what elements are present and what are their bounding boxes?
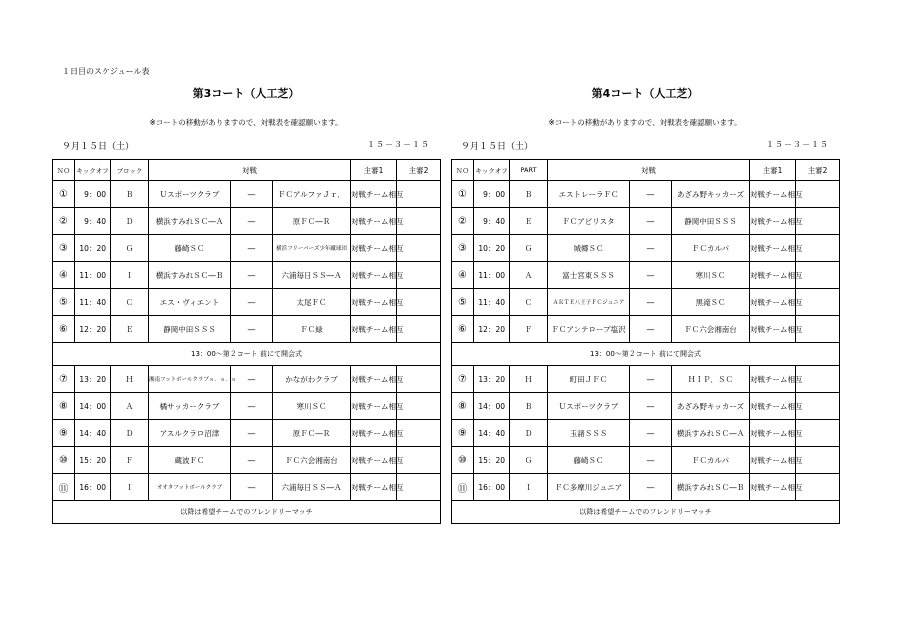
friendly-match-note — [53, 501, 441, 524]
team-home: 湘南フットボールクラブｓ．ｓ．ｓ — [149, 366, 231, 393]
team-home: ＦＣアンテロープ塩沢 — [548, 316, 630, 343]
table-row — [53, 289, 441, 316]
table-row — [53, 393, 441, 420]
block-label: Ｄ — [510, 420, 548, 447]
match-number: ④ — [452, 262, 474, 289]
referee-assignment: 対戦チーム相互 — [351, 316, 397, 343]
versus-dash: ― — [231, 366, 273, 393]
table-row — [452, 447, 840, 474]
team-home: オオタフットボールクラブ — [149, 474, 231, 501]
versus-dash: ― — [630, 474, 672, 501]
match-number: ⑩ — [452, 447, 474, 474]
referee-assignment: 対戦チーム相互 — [351, 420, 397, 447]
header-referee-2: 主審2 — [397, 160, 441, 181]
versus-dash: ― — [231, 447, 273, 474]
team-home: 横浜すみれＳＣ―Ａ — [149, 208, 231, 235]
block-label: Ａ — [111, 393, 149, 420]
header-match: 対戦 — [149, 160, 351, 181]
team-away: ＨＩＰ．ＳＣ — [672, 366, 750, 393]
kickoff-time: 16：00 — [474, 474, 510, 501]
referee-assignment: 対戦チーム相互 — [351, 181, 397, 208]
match-number: ⑪ — [53, 474, 75, 501]
team-away: 黒滝ＳＣ — [672, 289, 750, 316]
header-no: ＮＯ — [452, 160, 474, 181]
referee-assignment: 対戦チーム相互 — [351, 289, 397, 316]
team-home: ＡＲＴＥ八王子ＦＣジュニア — [548, 289, 630, 316]
block-label: Ｄ — [111, 208, 149, 235]
team-away: ＦＣ緑 — [273, 316, 351, 343]
table-row — [53, 235, 441, 262]
header-referee-1: 主審1 — [351, 160, 397, 181]
team-away: 静岡中田ＳＳＳ — [672, 208, 750, 235]
match-number: ⑩ — [53, 447, 75, 474]
court-4-schedule — [451, 86, 839, 524]
header-referee-2: 主審2 — [796, 160, 840, 181]
table-row — [452, 474, 840, 501]
match-number: ② — [53, 208, 75, 235]
header-no: ＮＯ — [53, 160, 75, 181]
opening-ceremony-note-text: 13：00～第２コート 前にて開会式 — [53, 343, 441, 366]
table-header-row — [53, 160, 441, 181]
block-label: Ｂ — [510, 393, 548, 420]
referee-assignment: 対戦チーム相互 — [750, 262, 796, 289]
block-label: Ｈ — [111, 366, 149, 393]
kickoff-time: 9：40 — [474, 208, 510, 235]
versus-dash: ― — [630, 366, 672, 393]
team-home: 城郷ＳＣ — [548, 235, 630, 262]
referee-assignment: 対戦チーム相互 — [750, 181, 796, 208]
table-row — [53, 447, 441, 474]
kickoff-time: 9：00 — [75, 181, 111, 208]
team-away: ＦＣ六会湘南台 — [273, 447, 351, 474]
block-label: Ｆ — [510, 316, 548, 343]
match-number: ⑪ — [452, 474, 474, 501]
match-date: ９月１５日（土） — [461, 142, 534, 152]
table-row — [452, 208, 840, 235]
versus-dash: ― — [630, 393, 672, 420]
block-label: Ｄ — [111, 420, 149, 447]
referee-assignment: 対戦チーム相互 — [750, 420, 796, 447]
court-title: 第3コート（人工芝） — [192, 87, 300, 100]
referee-assignment: 対戦チーム相互 — [750, 208, 796, 235]
match-number: ⑦ — [452, 366, 474, 393]
team-home: Ｕスポーツクラブ — [548, 393, 630, 420]
versus-dash: ― — [231, 420, 273, 447]
team-away: あざみ野キッカーズ — [672, 393, 750, 420]
date-row — [52, 139, 440, 153]
team-away: 六浦毎日ＳＳ―Ａ — [273, 474, 351, 501]
match-number: ⑦ — [53, 366, 75, 393]
team-away: 横浜すみれＳＣ―Ｂ — [672, 474, 750, 501]
score-code: １５－３－１５ — [367, 140, 430, 149]
versus-dash: ― — [630, 181, 672, 208]
court-title: 第4コート（人工芝） — [591, 87, 699, 100]
match-number: ① — [53, 181, 75, 208]
referee-assignment: 対戦チーム相互 — [351, 262, 397, 289]
header-block: PART — [510, 160, 548, 181]
team-home: 町田ＪＦＣ — [548, 366, 630, 393]
match-number: ① — [452, 181, 474, 208]
match-number: ③ — [53, 235, 75, 262]
schedule-table — [451, 159, 840, 524]
kickoff-time: 13：20 — [474, 366, 510, 393]
kickoff-time: 14：40 — [75, 420, 111, 447]
header-referee-1: 主審1 — [750, 160, 796, 181]
date-row — [451, 139, 839, 153]
referee-assignment: 対戦チーム相互 — [750, 447, 796, 474]
team-home: ＦＣアビリスタ — [548, 208, 630, 235]
match-number: ⑧ — [53, 393, 75, 420]
team-home: アスルクラロ沼津 — [149, 420, 231, 447]
referee-assignment: 対戦チーム相互 — [750, 316, 796, 343]
team-home: Ｕスポーツクラブ — [149, 181, 231, 208]
block-label: Ｇ — [510, 235, 548, 262]
team-home: 橘サッカークラブ — [149, 393, 231, 420]
team-home: エストレーラＦＣ — [548, 181, 630, 208]
kickoff-time: 11：00 — [474, 262, 510, 289]
kickoff-time: 16：00 — [75, 474, 111, 501]
table-header-row — [452, 160, 840, 181]
header-match: 対戦 — [548, 160, 750, 181]
team-home: 富士宮東ＳＳＳ — [548, 262, 630, 289]
referee-assignment: 対戦チーム相互 — [351, 208, 397, 235]
referee-assignment: 対戦チーム相互 — [351, 474, 397, 501]
versus-dash: ― — [630, 208, 672, 235]
table-row — [53, 420, 441, 447]
versus-dash: ― — [630, 262, 672, 289]
opening-ceremony-note — [53, 343, 441, 366]
block-label: Ｅ — [510, 208, 548, 235]
block-label: Ｇ — [510, 447, 548, 474]
referee-assignment: 対戦チーム相互 — [351, 447, 397, 474]
team-away: ＦＣカルパ — [672, 447, 750, 474]
referee-assignment: 対戦チーム相互 — [750, 366, 796, 393]
table-row — [452, 366, 840, 393]
versus-dash: ― — [231, 393, 273, 420]
match-number: ③ — [452, 235, 474, 262]
match-number: ⑨ — [452, 420, 474, 447]
team-away: 横浜すみれＳＣ―Ａ — [672, 420, 750, 447]
table-row — [452, 316, 840, 343]
referee-assignment: 対戦チーム相互 — [750, 474, 796, 501]
team-home: エス・ヴィエント — [149, 289, 231, 316]
kickoff-time: 10：20 — [75, 235, 111, 262]
referee-assignment: 対戦チーム相互 — [351, 366, 397, 393]
opening-ceremony-note — [452, 343, 840, 366]
team-away: 寒川ＳＣ — [672, 262, 750, 289]
team-away: 六浦毎日ＳＳ―Ａ — [273, 262, 351, 289]
team-away: 原ＦＣ―Ｒ — [273, 420, 351, 447]
table-row — [452, 181, 840, 208]
kickoff-time: 15：20 — [474, 447, 510, 474]
table-row — [53, 262, 441, 289]
court-3-schedule — [52, 86, 440, 524]
block-label: Ｂ — [111, 181, 149, 208]
match-number: ⑧ — [452, 393, 474, 420]
kickoff-time: 9：00 — [474, 181, 510, 208]
team-away: あざみ野キッカーズ — [672, 181, 750, 208]
team-away: 太尾ＦＣ — [273, 289, 351, 316]
table-row — [452, 393, 840, 420]
kickoff-time: 12：20 — [75, 316, 111, 343]
block-label: Ａ — [510, 262, 548, 289]
friendly-match-note — [452, 501, 840, 524]
match-number: ⑨ — [53, 420, 75, 447]
kickoff-time: 14：40 — [474, 420, 510, 447]
kickoff-time: 11：40 — [75, 289, 111, 316]
table-row — [53, 316, 441, 343]
match-number: ⑤ — [452, 289, 474, 316]
kickoff-time: 12：20 — [474, 316, 510, 343]
block-label: Ｃ — [111, 289, 149, 316]
opening-ceremony-note-text: 13：00～第２コート 前にて開会式 — [452, 343, 840, 366]
versus-dash: ― — [231, 208, 273, 235]
table-row — [452, 289, 840, 316]
kickoff-time: 9：40 — [75, 208, 111, 235]
friendly-match-note-text: 以降は希望チームでのフレンドリーマッチ — [53, 501, 441, 524]
match-number: ② — [452, 208, 474, 235]
court-notice: ※コートの移動がありますので、対戦表を確認願います。 — [149, 118, 343, 127]
referee-assignment: 対戦チーム相互 — [750, 289, 796, 316]
referee-assignment: 対戦チーム相互 — [351, 235, 397, 262]
team-home: 蔵波ＦＣ — [149, 447, 231, 474]
team-home: 藤崎ＳＣ — [548, 447, 630, 474]
referee-assignment: 対戦チーム相互 — [750, 235, 796, 262]
versus-dash: ― — [231, 262, 273, 289]
block-label: Ｇ — [111, 235, 149, 262]
header-kickoff: キックオフ — [75, 160, 111, 181]
table-row — [53, 208, 441, 235]
score-code: １５－３－１５ — [766, 140, 829, 149]
block-label: Ｃ — [510, 289, 548, 316]
versus-dash: ― — [231, 289, 273, 316]
block-label: Ｆ — [111, 447, 149, 474]
versus-dash: ― — [231, 181, 273, 208]
kickoff-time: 14：00 — [474, 393, 510, 420]
versus-dash: ― — [231, 474, 273, 501]
team-away: ＦＣカルパ — [672, 235, 750, 262]
header-block: ブロック — [111, 160, 149, 181]
versus-dash: ― — [630, 316, 672, 343]
kickoff-time: 11：40 — [474, 289, 510, 316]
table-row — [452, 420, 840, 447]
versus-dash: ― — [231, 316, 273, 343]
table-row — [53, 474, 441, 501]
match-date: ９月１５日（土） — [62, 142, 135, 152]
team-away: 寒川ＳＣ — [273, 393, 351, 420]
match-number: ⑥ — [53, 316, 75, 343]
team-away: 横浜フリーバーズ少年蹴球団 — [273, 235, 351, 262]
team-away: ＦＣ六会湘南台 — [672, 316, 750, 343]
team-home: 藤崎ＳＣ — [149, 235, 231, 262]
match-number: ④ — [53, 262, 75, 289]
team-away: 原ＦＣ―Ｒ — [273, 208, 351, 235]
versus-dash: ― — [630, 235, 672, 262]
table-row — [452, 262, 840, 289]
team-away: ＦＣアルファＪｒ． — [273, 181, 351, 208]
friendly-match-note-text: 以降は希望チームでのフレンドリーマッチ — [452, 501, 840, 524]
block-label: Ｂ — [510, 181, 548, 208]
block-label: Ｉ — [510, 474, 548, 501]
header-kickoff: キックオフ — [474, 160, 510, 181]
block-label: Ｉ — [111, 474, 149, 501]
document-title: １日目のスケジュール表 — [62, 67, 150, 76]
kickoff-time: 15：20 — [75, 447, 111, 474]
team-away: かながわクラブ — [273, 366, 351, 393]
versus-dash: ― — [231, 235, 273, 262]
block-label: Ｅ — [111, 316, 149, 343]
versus-dash: ― — [630, 289, 672, 316]
court-notice: ※コートの移動がありますので、対戦表を確認願います。 — [548, 118, 742, 127]
referee-assignment: 対戦チーム相互 — [351, 393, 397, 420]
team-home: 横浜すみれＳＣ―Ｂ — [149, 262, 231, 289]
versus-dash: ― — [630, 420, 672, 447]
referee-assignment: 対戦チーム相互 — [750, 393, 796, 420]
team-home: 静岡中田ＳＳＳ — [149, 316, 231, 343]
kickoff-time: 13：20 — [75, 366, 111, 393]
kickoff-time: 11：00 — [75, 262, 111, 289]
team-home: 玉諸ＳＳＳ — [548, 420, 630, 447]
versus-dash: ― — [630, 447, 672, 474]
schedule-table — [52, 159, 441, 524]
table-row — [452, 235, 840, 262]
table-row — [53, 181, 441, 208]
block-label: Ｉ — [111, 262, 149, 289]
team-home: ＦＣ多摩川ジュニア — [548, 474, 630, 501]
table-row — [53, 366, 441, 393]
kickoff-time: 14：00 — [75, 393, 111, 420]
kickoff-time: 10：20 — [474, 235, 510, 262]
block-label: Ｈ — [510, 366, 548, 393]
match-number: ⑥ — [452, 316, 474, 343]
match-number: ⑤ — [53, 289, 75, 316]
